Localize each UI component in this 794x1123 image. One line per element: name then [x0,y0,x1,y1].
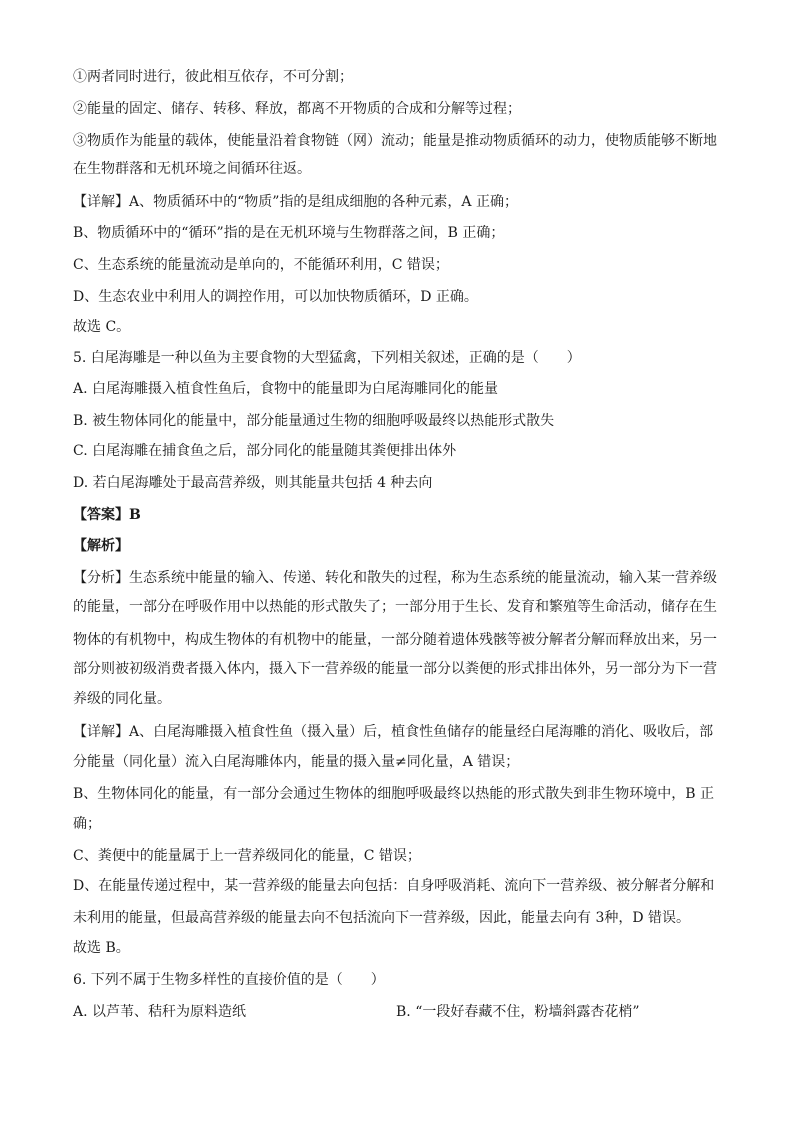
text-line: 部分则被初级消费者摄入体内，摄入下一营养级的能量一部分以粪便的形式排出体外，另一部分为下一营 [73,661,717,677]
text-line: 故选 C。 [73,319,131,335]
text-line: B、物质循环中的“循环”指的是在无机环境与生物群落之间，B 正确； [73,225,505,241]
text-line: D、生态农业中利用人的调控作用，可以加快物质循环，D 正确。 [73,289,478,305]
answer-label: 【答案】B [73,507,141,523]
question-5-option-c: C. 白尾海雕在捕食鱼之后，部分同化的能量随其粪便排出体外 [73,443,457,459]
text-line: 确； [73,816,101,832]
text-line: ③物质作为能量的载体，使能量沿着食物链（网）流动；能量是推动物质循环的动力，使物质能够不断地 [73,133,717,149]
text-line: D、在能量传递过程中，某一营养级的能量去向包括：自身呼吸消耗、流向下一营养级、被分解者分解和 [73,878,715,894]
question-5-option-a: A. 白尾海雕摄入植食性鱼后，食物中的能量即为白尾海雕同化的能量 [73,381,499,397]
text-line: C、生态系统的能量流动是单向的，不能循环利用，C 错误； [73,257,449,273]
text-line: ①两者同时进行，彼此相互依存，不可分割； [73,69,353,85]
analysis-label: 【解析】 [73,538,129,554]
text-line: 【分析】生态系统中能量的输入、传递、转化和散失的过程，称为生态系统的能量流动，输入某一营养级 [73,570,717,586]
text-line: 故选 B。 [73,940,130,956]
text-line: 养级的同化量。 [73,691,171,707]
text-line: ②能量的固定、储存、转移、释放，都离不开物质的合成和分解等过程； [73,101,521,117]
question-6-option-b: B. “一段好春藏不住，粉墙斜露杏花梢” [396,1004,640,1020]
text-line: 【详解】A、白尾海雕摄入植食性鱼（摄入量）后，植食性鱼储存的能量经白尾海雕的消化、吸收后，部 [73,724,714,740]
text-line: 物体的有机物中，构成生物体的有机物中的能量，一部分随着遗体残骸等被分解者分解而释放出来，另一 [73,632,717,648]
question-5-option-d: D. 若白尾海雕处于最高营养级，则其能量共包括 4 种去向 [73,475,433,491]
question-5-option-b: B. 被生物体同化的能量中，部分能量通过生物的细胞呼吸最终以热能形式散失 [73,413,555,429]
detail-line: 【详解】A、物质循环中的“物质”指的是组成细胞的各种元素，A 正确； [73,194,518,210]
text-line: 分能量（同化量）流入白尾海雕体内，能量的摄入量≠同化量，A 错误； [73,754,520,770]
text-line: 在生物群落和无机环境之间循环往返。 [73,161,311,177]
question-6-option-a: A. 以芦苇、秸秆为原料造纸 [73,1004,247,1020]
text-line: B、生物体同化的能量，有一部分会通过生物体的细胞呼吸最终以热能的形式散失到非生物环境中，B 正 [73,786,715,802]
text-line: 未利用的能量，但最高营养级的能量去向不包括流向下一营养级，因此，能量去向有 3种，D 错误。 [73,910,691,926]
text-line: 的能量，一部分在呼吸作用中以热能的形式散失了；一部分用于生长、发育和繁殖等生命活动，储存在生 [73,599,717,615]
question-5-stem: 5. 白尾海雕是一种以鱼为主要食物的大型猛禽，下列相关叙述，正确的是（ ） [73,350,581,366]
question-6-stem: 6. 下列不属于生物多样性的直接价值的是（ ） [73,972,385,988]
text-line: C、粪便中的能量属于上一营养级同化的能量，C 错误； [73,848,421,864]
